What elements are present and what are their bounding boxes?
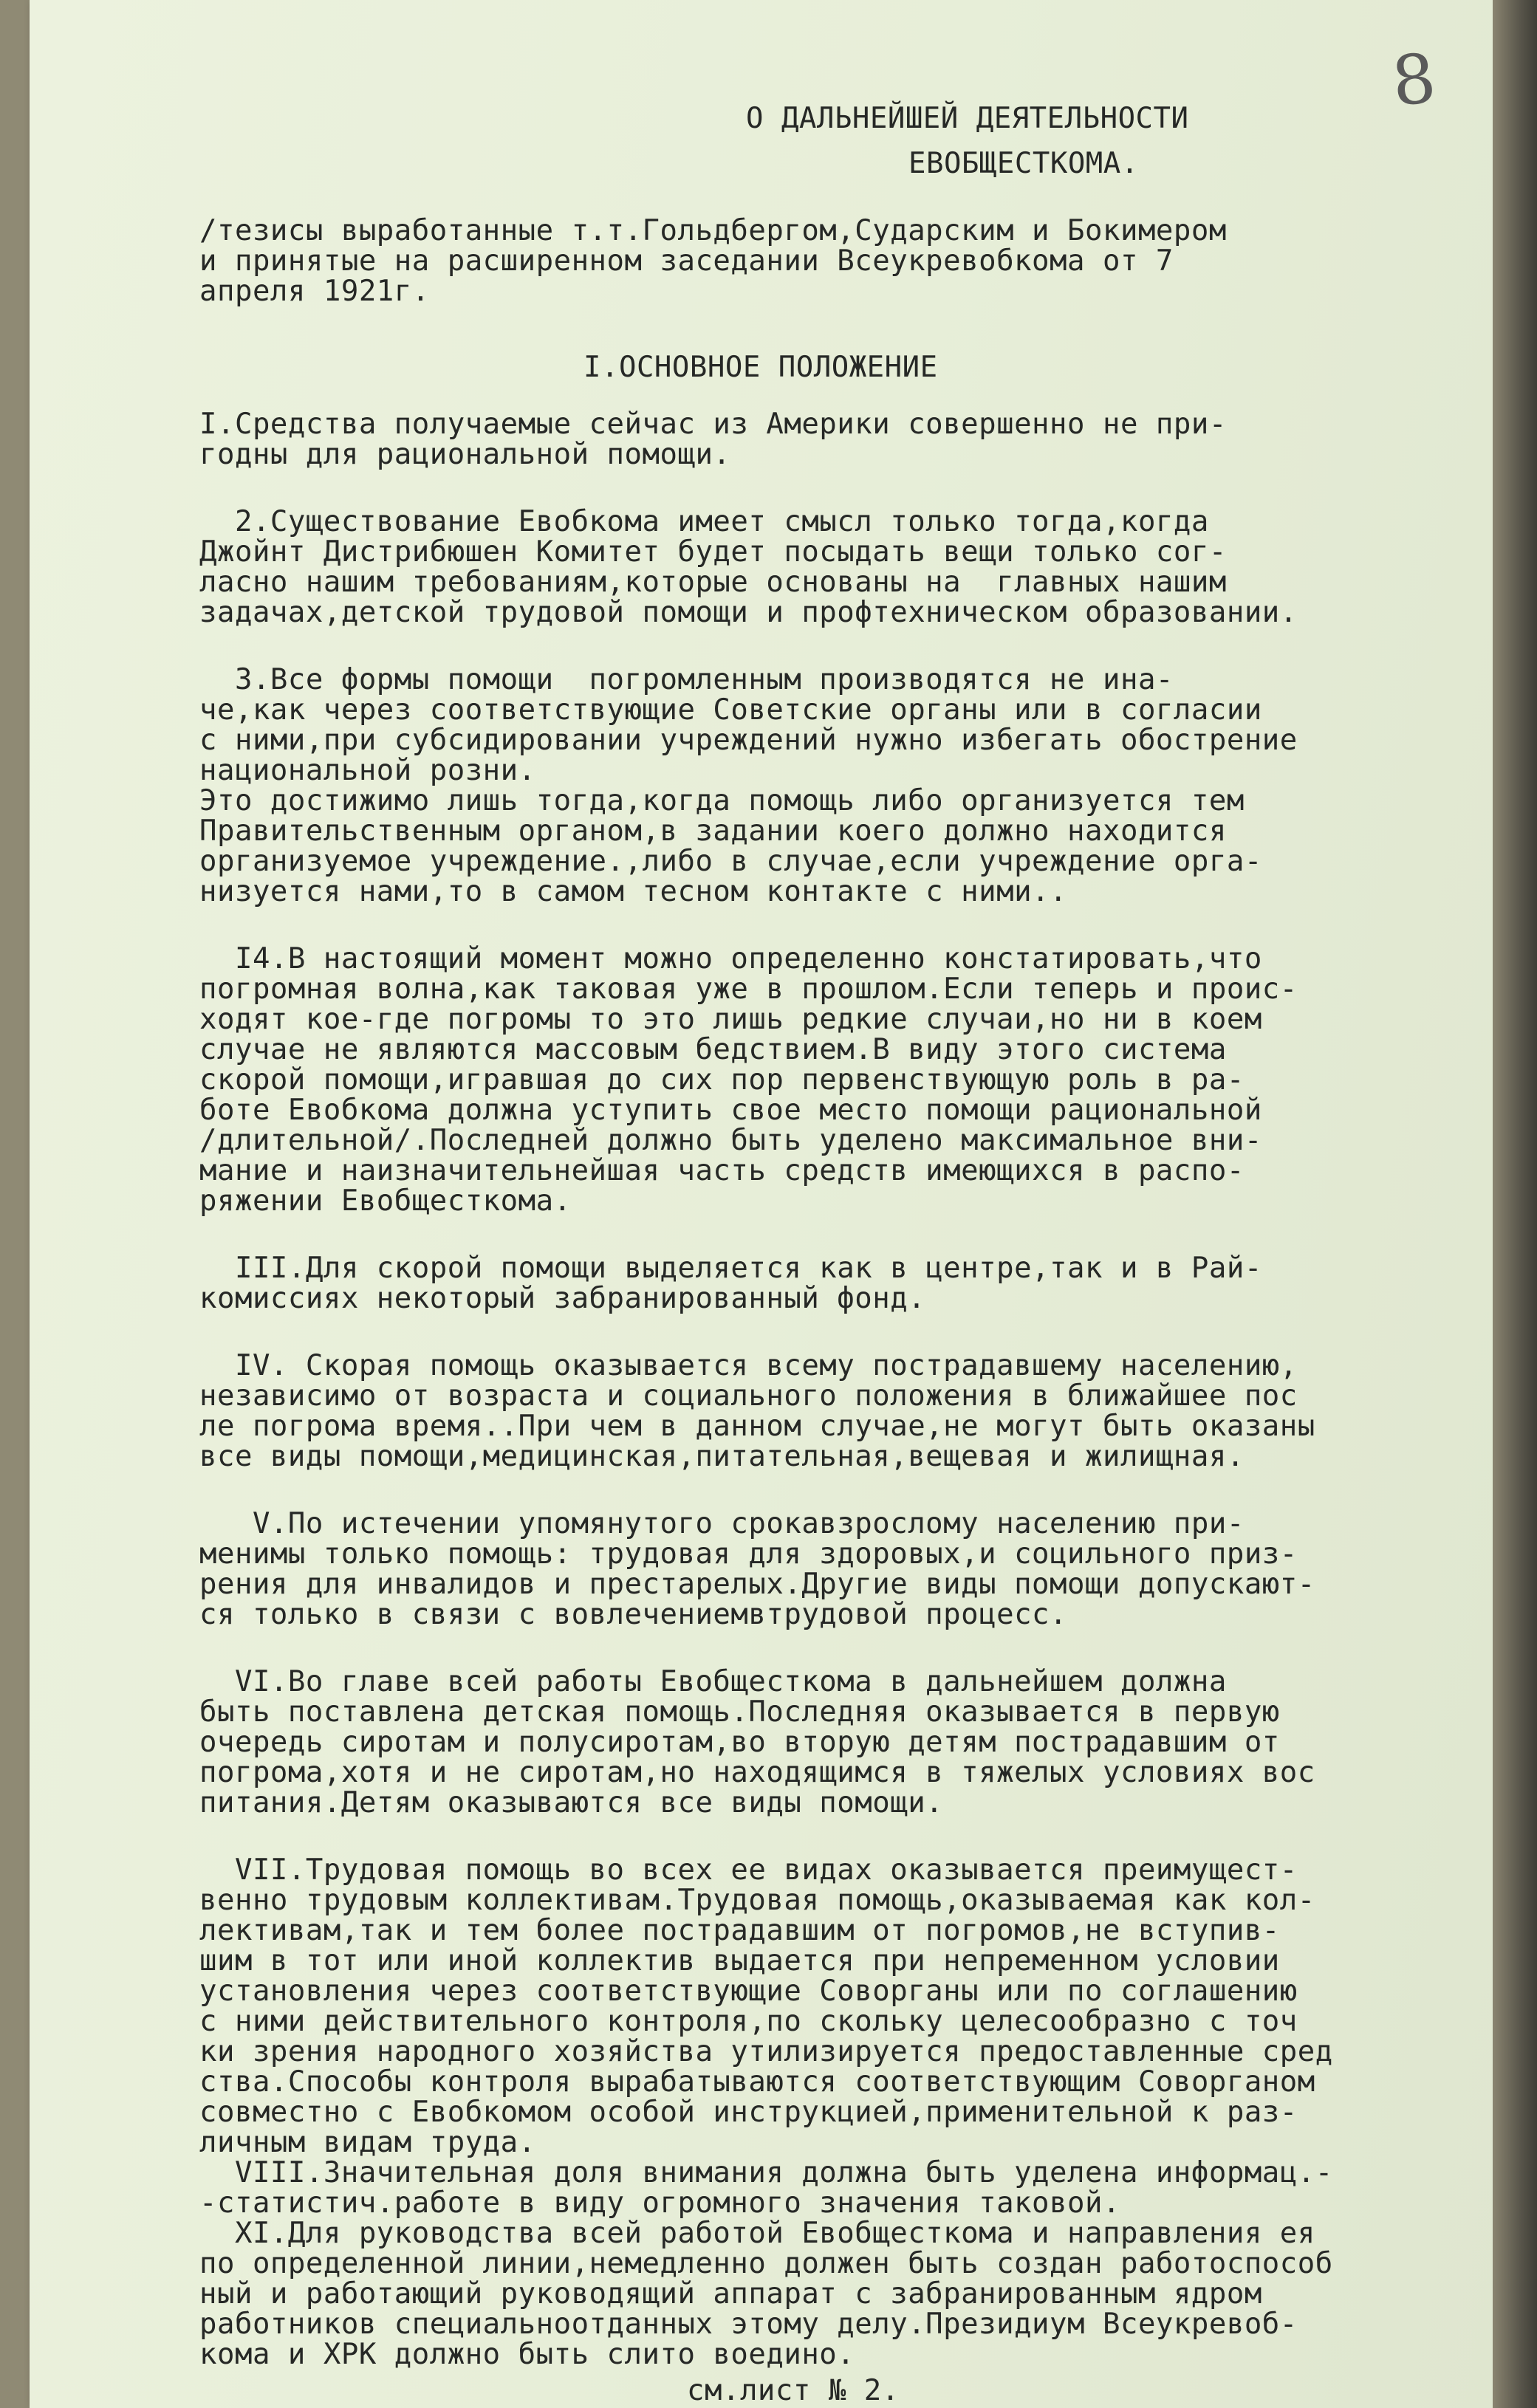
paragraph-9	[199, 1855, 1529, 2158]
paragraph-7	[199, 1509, 1529, 1630]
paragraph-8	[199, 1667, 1529, 1818]
footer-note: см.лист № 2.	[687, 2374, 900, 2407]
paragraph-line: низуется нами,то в самом тесном контакте с ними..	[199, 875, 1068, 908]
paragraph-line: лективам,так и тем более пострадавшим от погромов,не вступив-	[199, 1914, 1280, 1947]
paragraph-line: ный и работающий руководящий аппарат с забранированным ядром	[199, 2277, 1262, 2311]
paragraph-line: погромная волна,как таковая уже в прошлом.Если теперь и проис-	[199, 973, 1298, 1006]
paragraph-line: независимо от возраста и социального положения в ближайшее пос	[199, 1379, 1298, 1413]
paragraph-line: /длительной/.Последней должно быть уделено максимальное вни-	[199, 1124, 1262, 1157]
paragraph-3	[199, 665, 1529, 907]
paragraph-line: ся только в связи с вовлечениемвтрудовой процесс.	[199, 1598, 1068, 1631]
paragraph-line: менимы только помощь: трудовая для здоровых,и социльного приз-	[199, 1537, 1298, 1571]
paragraph-line: ле погрома время..При чем в данном случае,не могут быть оказаны	[199, 1410, 1315, 1443]
paragraph-line: боте Евобкома должна уступить свое место помощи рациональной	[199, 1094, 1262, 1127]
paragraph-line: все виды помощи,медицинская,питательная,вещевая и жилищная.	[199, 1440, 1245, 1473]
paragraph-line: шим в тот или иной коллектив выдается при непременном условии	[199, 1944, 1280, 1977]
paragraph-line: погрома,хотя и не сиротам,но находящимся в тяжелых условиях вос	[199, 1756, 1315, 1789]
paragraph-line: V.По истечении упомянутого срокавзрослому населению при-	[199, 1507, 1245, 1540]
paragraph-1	[199, 409, 1529, 470]
paragraph-line: с ними действительного контроля,по скольку целесообразно с точ	[199, 2005, 1298, 2038]
page-edge-shadow	[1493, 0, 1537, 2408]
paragraph-line: национальной розни.	[199, 754, 536, 787]
paragraph-line: питания.Детям оказываются все виды помощи.	[199, 1786, 944, 1819]
paragraph-line: по определенной линии,немедленно должен быть создан работоспособ	[199, 2247, 1333, 2280]
paragraph-4	[199, 944, 1529, 1216]
subtitle-line: апреля 1921г.	[199, 275, 430, 308]
paragraph-line: скорой помощи,игравшая до сих пор первенствующую роль в ра-	[199, 1063, 1245, 1097]
paragraph-line: I4.В настоящий момент можно определенно констатировать,что	[199, 942, 1262, 975]
paragraph-line: случае не являются массовым бедствием.В виду этого система	[199, 1033, 1227, 1066]
paragraph-line: 2.Существование Евобкома имеет смысл только тогда,когда	[199, 505, 1209, 538]
paragraph-line: Это достижимо лишь тогда,когда помощь либо организуется тем	[199, 784, 1245, 817]
document-body	[199, 103, 1529, 2406]
paragraph-line: организуемое учреждение.,либо в случае,если учреждение орга-	[199, 845, 1262, 878]
paragraph-line: личным видам труда.	[199, 2126, 536, 2159]
paragraph-line: че,как через соответствующие Советские органы или в согласии	[199, 693, 1262, 727]
paragraph-line: IV. Скорая помощь оказывается всему пострадавшему населению,	[199, 1349, 1298, 1382]
paragraph-line: VII.Трудовая помощь во всех ее видах оказывается преимущест-	[199, 1853, 1298, 1887]
paragraph-line: совместно с Евобкомом особой инструкцией,применительной к раз-	[199, 2096, 1298, 2129]
paragraph-6	[199, 1351, 1529, 1472]
title-line-1: О ДАЛЬНЕЙШЕЙ ДЕЯТЕЛЬНОСТИ	[746, 102, 1189, 135]
paragraph-line: 3.Все формы помощи погромленным производятся не ина-	[199, 663, 1174, 696]
paragraph-line: Джойнт Дистрибюшен Комитет будет посыдать вещи только сог-	[199, 535, 1227, 569]
paragraph-line: с ними,при субсидировании учреждений нужно избегать обострение	[199, 724, 1298, 757]
paragraph-line: ходят кое-где погромы то это лишь редкие случаи,но ни в коем	[199, 1003, 1262, 1036]
paragraph-line: VI.Во главе всей работы Евобщесткома в дальнейшем должна	[199, 1665, 1227, 1698]
paragraph-line: XI.Для руководства всей работой Евобщесткома и направления ея	[199, 2217, 1315, 2250]
paragraph-line: задачах,детской трудовой помощи и профтехническом образовании.	[199, 596, 1298, 629]
paragraph-line: мание и наизначительнейшая часть средств имеющихся в распо-	[199, 1154, 1245, 1187]
paragraph-line: венно трудовым коллективам.Трудовая помощь,оказываемая как кол-	[199, 1884, 1315, 1917]
paragraph-line: годны для рациональной помощи.	[199, 438, 731, 471]
paragraph-line: I.Средства получаемые сейчас из Америки совершенно не при-	[199, 408, 1227, 441]
paragraph-line: установления через соответствующие Соворганы или по соглашению	[199, 1975, 1298, 2008]
paragraph-line: ства.Способы контроля вырабатываются соответствующим Соворганом	[199, 2065, 1315, 2099]
page-number: 8	[1388, 38, 1440, 122]
paragraph-line: Правительственным органом,в задании коего должно находится	[199, 814, 1227, 848]
section-heading: I.ОСНОВНОЕ ПОЛОЖЕНИЕ	[583, 351, 938, 384]
subtitle-line: /тезисы выработанные т.т.Гольдбергом,Сударским и Бокимером	[199, 214, 1227, 247]
paragraph-line: ки зрения народного хозяйства утилизируется предоставленные сред	[199, 2035, 1333, 2068]
paragraph-line: комиссиях некоторый забранированный фонд.	[199, 1282, 926, 1315]
paragraph-line: -статистич.работе в виду огромного значения таковой.	[199, 2186, 1120, 2220]
paragraph-2	[199, 507, 1529, 628]
paragraph-10	[199, 2158, 1529, 2370]
paragraph-line: III.Для скорой помощи выделяется как в центре,так и в Рай-	[199, 1252, 1262, 1285]
paragraph-line: кома и ХРК должно быть слито воедино.	[199, 2338, 855, 2371]
paragraph-line: VIII.Значительная доля внимания должна быть уделена информац.-	[199, 2156, 1333, 2189]
title-line-2: ЕВОБЩЕСТКОМА.	[908, 147, 1139, 180]
paragraph-line: быть поставлена детская помощь.Последняя оказывается в первую	[199, 1695, 1280, 1729]
paragraph-line: ряжении Евобщесткома.	[199, 1184, 572, 1218]
paragraph-5	[199, 1253, 1529, 1314]
paragraph-line: ласно нашим требованиям,которые основаны на главных нашим	[199, 566, 1227, 599]
paragraph-line: очередь сиротам и полусиротам,во вторую детям пострадавшим от	[199, 1726, 1280, 1759]
subtitle-line: и принятые на расширенном заседании Всеукревобкома от 7	[199, 244, 1174, 278]
document-page	[30, 0, 1496, 2408]
subtitle	[199, 216, 1529, 306]
paragraph-line: работников специальноотданных этому делу.Президиум Всеукревоб-	[199, 2308, 1298, 2341]
paragraph-line: рения для инвалидов и престарелых.Другие виды помощи допускают-	[199, 1568, 1315, 1601]
